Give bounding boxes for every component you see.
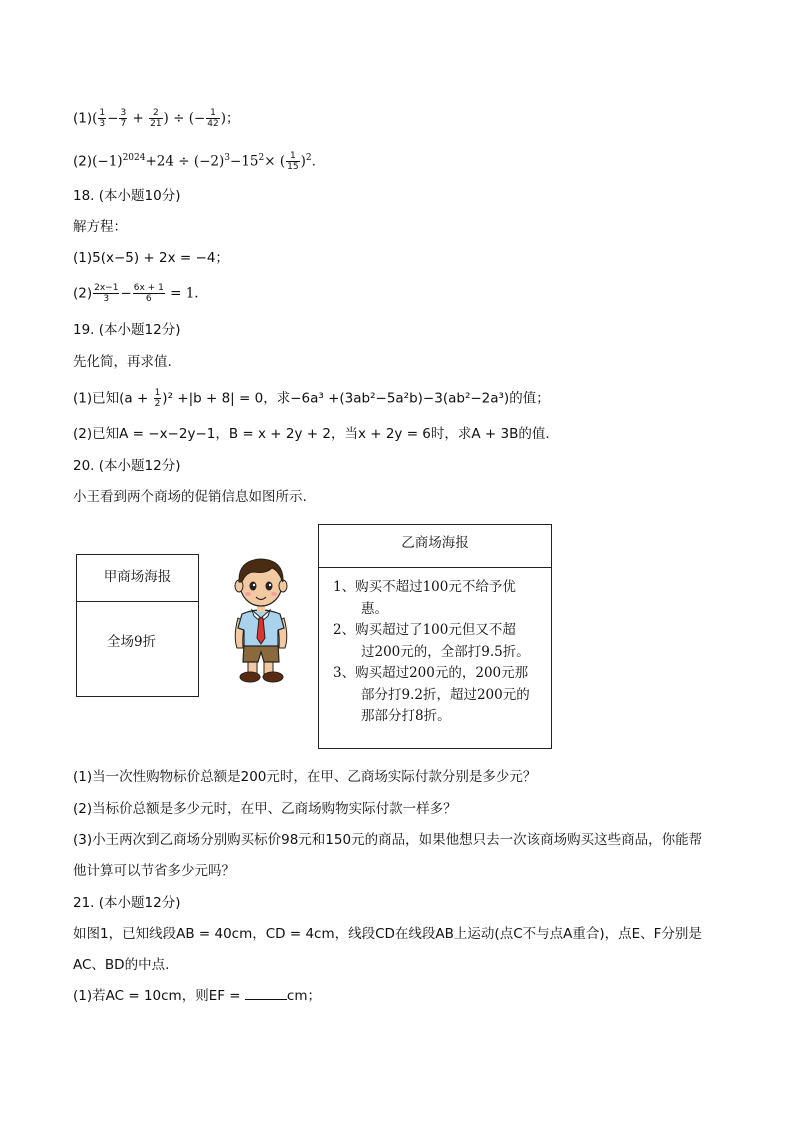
q17-part2: $(2)(-1)^{2024}+24 \div (-2)^3-15^2\times$ ( $\frac{1}{15}$ )$^2$. bbox=[73, 151, 316, 172]
poster-a bbox=[76, 554, 199, 697]
q20-part3-line1: (3)小王两次到乙商场分别购买标价98元和150元的商品，如果他想只去一次该商场购买这些商品，你能帮 bbox=[73, 832, 703, 848]
fraction: $\frac{1}{42}$ bbox=[207, 108, 219, 129]
q19-header: 19. (本小题12分) bbox=[73, 322, 181, 338]
q20-part1: (1)当一次性购物标价总额是200元时，在甲、乙商场实际付款分别是多少元？ bbox=[73, 769, 537, 785]
q17-part1: (1)( $\frac{1}{3}$ − $\frac{3}{7}$ + $\frac{2}{21}$ ) ÷ (− $\frac{1}{42}$ )； bbox=[73, 108, 240, 129]
q21-line1: 如图1，已知线段AB = 40cm，CD = 4cm，线段CD在线段AB上运动(点C不与点A重合)，点E、F分别是 bbox=[73, 926, 702, 942]
q20-header: 20. (本小题12分) bbox=[73, 458, 181, 474]
poster-b-title: 乙商场海报 bbox=[319, 525, 551, 568]
poster-a-title: 甲商场海报 bbox=[77, 555, 198, 602]
fraction: $\frac{1}{3}$ bbox=[99, 108, 106, 129]
rule-3: 3、购买超过200元的，200元那 部分打9.2折，超过200元的 那部分打8折。 bbox=[333, 665, 530, 724]
q18-part2: (2) $\frac{2x-1}{3}$ − $\frac{6x + 1}{6}$ = 1. bbox=[73, 283, 199, 304]
q20-part2: (2)当标价总额是多少元时，在甲、乙商场购物实际付款一样多？ bbox=[73, 801, 457, 817]
q20-intro: 小王看到两个商场的促销信息如图所示. bbox=[73, 489, 307, 505]
q21-part1: (1)若AC = 10cm，则EF = cm； bbox=[73, 988, 321, 1004]
fraction: $\frac{6x + 1}{6}$ bbox=[133, 283, 164, 304]
fraction: $\frac{3}{7}$ bbox=[120, 108, 127, 129]
poster-b bbox=[318, 524, 552, 749]
q18-instruction: 解方程： bbox=[73, 219, 127, 235]
q19-part2: (2)已知A = −x−2y−1，B = x + 2y + 2，当x + 2y = 6时，求A + 3B的值. bbox=[73, 426, 550, 442]
q19-part1: (1)已知(a + $\frac{1}{2}$ )² +|b + 8| = 0，求−6a³ +(3ab²−5a²b)−3(ab²−2a³)的值； bbox=[73, 388, 550, 409]
fraction: $\frac{2x-1}{3}$ bbox=[94, 283, 119, 304]
rule-2: 2、购买超过了100元但又不超 过200元的，全部打9.5折。 bbox=[333, 622, 530, 660]
fraction: $\frac{2}{21}$ bbox=[150, 108, 162, 129]
boy-illustration bbox=[228, 552, 294, 686]
q21-header: 21. (本小题12分) bbox=[73, 895, 181, 911]
answer-blank bbox=[245, 987, 287, 1000]
q21-line2: AC、BD的中点. bbox=[73, 957, 170, 973]
fraction: $\frac{1}{15}$ bbox=[287, 151, 299, 172]
q20-part3-line2: 他计算可以节省多少元吗？ bbox=[73, 863, 235, 879]
q18-part1: (1)5(x−5) + 2x = −4； bbox=[73, 250, 229, 266]
q19-instruction: 先化简，再求值. bbox=[73, 354, 172, 370]
poster-b-rules bbox=[333, 577, 530, 728]
q18-header: 18. (本小题10分) bbox=[73, 188, 181, 204]
rule-1: 1、购买不超过100元不给予优 惠。 bbox=[333, 579, 516, 617]
fraction: $\frac{1}{2}$ bbox=[154, 388, 161, 409]
poster-a-body: 全场9折 bbox=[107, 634, 157, 650]
